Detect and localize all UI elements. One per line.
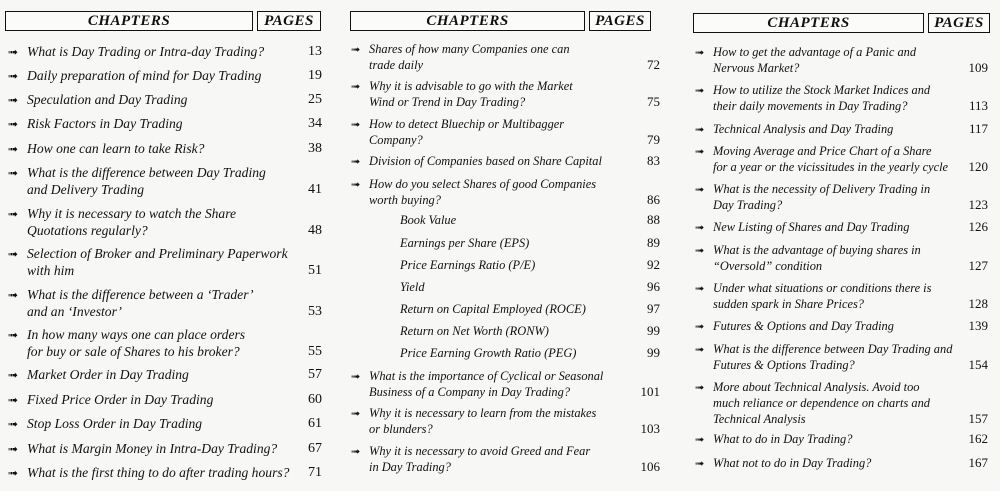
toc-entry: [0, 245, 326, 279]
entry-title: [27, 115, 183, 132]
page-number: 113: [968, 98, 988, 113]
arrow-bullet-icon: ➟: [8, 142, 19, 156]
entry-title-line: How to detect Bluechip or Multibagger: [369, 117, 565, 131]
toc-entry: [344, 176, 664, 208]
entry-title-line: Futures & Options Trading?: [713, 358, 855, 372]
entry-title-line: Technical Analysis and Day Trading: [713, 122, 894, 136]
pages-header: PAGES: [589, 11, 651, 31]
toc-entry: [0, 140, 326, 157]
entry-title-line: More about Technical Analysis. Avoid too: [713, 380, 920, 394]
page-number: 86: [647, 192, 660, 207]
entry-title: [713, 318, 894, 334]
toc-entry: [0, 43, 326, 60]
toc-subentry: [344, 345, 664, 361]
page-number: 99: [647, 323, 660, 338]
toc-entry: [0, 91, 326, 108]
arrow-bullet-icon: ➟: [695, 46, 705, 59]
arrow-bullet-icon: ➟: [8, 328, 19, 342]
page-number: 53: [308, 304, 322, 319]
entry-title: [369, 116, 564, 148]
entry-title-line: sudden spark in Share Prices?: [713, 297, 864, 311]
page-number: 92: [647, 257, 660, 272]
page-number: 162: [968, 431, 988, 446]
entry-title-line: Company?: [369, 133, 423, 147]
arrow-bullet-icon: ➟: [695, 343, 705, 356]
entry-title: [713, 455, 871, 471]
entry-title: [27, 464, 289, 481]
arrow-bullet-icon: ➟: [695, 244, 705, 257]
page-number: 154: [968, 357, 988, 372]
entry-title-line: Technical Analysis: [713, 412, 806, 426]
toc-entry: [344, 78, 664, 110]
pages-header: PAGES: [257, 11, 321, 31]
entry-title-line: Under what situations or conditions there is: [713, 281, 932, 295]
entry-title-line: How one can learn to take Risk?: [27, 141, 205, 156]
entry-title: [369, 153, 602, 169]
entry-title: [27, 67, 261, 84]
entry-title: [369, 443, 590, 475]
toc-column-3: [688, 0, 994, 491]
entry-title-line: What is Margin Money in Intra-Day Trading?: [27, 441, 278, 456]
entry-title-line: Moving Average and Price Chart of a Share: [713, 144, 932, 158]
page-number: 128: [968, 296, 988, 311]
entry-title: [27, 326, 245, 360]
arrow-bullet-icon: ➟: [8, 288, 19, 302]
toc-entry: [0, 391, 326, 408]
entry-title: [369, 405, 596, 437]
page-number: 48: [308, 223, 322, 238]
toc-entry: [688, 44, 994, 76]
toc-entry: [688, 455, 994, 471]
arrow-bullet-icon: ➟: [8, 69, 19, 83]
toc-entry: [344, 153, 664, 169]
entry-title-line: Speculation and Day Trading: [27, 92, 188, 107]
arrow-bullet-icon: ➟: [8, 442, 19, 456]
page-number: 83: [647, 153, 660, 168]
column-header: [350, 11, 651, 31]
toc-entry: [688, 242, 994, 274]
entry-title-line: Price Earning Growth Ratio (PEG): [400, 346, 577, 360]
entry-title: [369, 368, 603, 400]
entry-title-line: Why it is necessary to watch the Share: [27, 206, 237, 221]
arrow-bullet-icon: ➟: [351, 118, 361, 131]
entry-title-line: Why it is necessary to avoid Greed and Fear: [369, 444, 591, 458]
entry-title-line: for a year or the vicissitudes in the yearly cycle: [713, 160, 949, 174]
entry-title-line: Return on Capital Employed (ROCE): [400, 302, 586, 316]
entry-title-line: Book Value: [400, 213, 457, 227]
entry-title-line: Daily preparation of mind for Day Trading: [27, 68, 262, 83]
entry-title: [27, 164, 266, 198]
arrow-bullet-icon: ➟: [695, 282, 705, 295]
entry-title-line: What to do in Day Trading?: [713, 432, 853, 446]
toc-subentry: [344, 212, 664, 228]
entry-title: [27, 286, 254, 320]
page-number: 89: [647, 235, 660, 250]
entry-title-line: Return on Net Worth (RONW): [400, 324, 549, 338]
pages-header: PAGES: [928, 13, 990, 33]
toc-subentry: [344, 323, 664, 339]
page-number: 60: [308, 392, 322, 407]
arrow-bullet-icon: ➟: [351, 80, 361, 93]
entry-title-line: Yield: [400, 280, 425, 294]
toc-entry: [0, 67, 326, 84]
entry-title-line: What is Day Trading or Intra-day Trading?: [27, 44, 265, 59]
entry-title-line: Business of a Company in Day Trading?: [369, 385, 571, 399]
entry-title-line: much reliance or dependence on charts and: [713, 396, 931, 410]
toc-entry: [344, 116, 664, 148]
arrow-bullet-icon: ➟: [695, 221, 705, 234]
toc-entry: [0, 366, 326, 383]
page-number: 123: [968, 197, 988, 212]
arrow-bullet-icon: ➟: [8, 166, 19, 180]
arrow-bullet-icon: ➟: [695, 183, 705, 196]
toc-subentry: [344, 301, 664, 317]
entry-title-line: Nervous Market?: [713, 61, 800, 75]
page-number: 72: [647, 57, 660, 72]
page-number: 127: [968, 258, 988, 273]
entry-title: [400, 323, 549, 339]
arrow-bullet-icon: ➟: [695, 320, 705, 333]
entry-title-line: for buy or sale of Shares to his broker?: [27, 344, 240, 359]
page-number: 96: [647, 279, 660, 294]
entry-title: [400, 235, 529, 251]
toc-entry: [0, 440, 326, 457]
toc-entry: [688, 181, 994, 213]
page-number: 167: [968, 455, 988, 470]
entry-title-line: Risk Factors in Day Trading: [27, 116, 183, 131]
arrow-bullet-icon: ➟: [351, 43, 361, 56]
page-number: 41: [308, 182, 322, 197]
entry-title: [27, 205, 236, 239]
column-header: [693, 13, 990, 33]
page-number: 103: [640, 421, 660, 436]
entry-title: [369, 78, 573, 110]
entry-title: [400, 279, 425, 295]
entry-title-line: trade daily: [369, 58, 424, 72]
page-number: 34: [308, 116, 322, 131]
entry-title: [27, 366, 189, 383]
entry-title-line: and Delivery Trading: [27, 182, 145, 197]
arrow-bullet-icon: ➟: [8, 45, 19, 59]
entry-title-line: How do you select Shares of good Companies: [369, 177, 597, 191]
toc-subentry: [344, 235, 664, 251]
entry-title: [713, 121, 893, 137]
toc-entry: [688, 121, 994, 137]
page-number: 117: [968, 121, 988, 136]
toc-entry: [688, 82, 994, 114]
entry-title: [27, 391, 213, 408]
toc-entry: [688, 379, 994, 427]
entry-title: [400, 301, 586, 317]
page-number: 13: [308, 44, 322, 59]
entry-title-line: How to utilize the Stock Market Indices and: [713, 83, 931, 97]
toc-subentry: [344, 257, 664, 273]
toc-column-1: [0, 0, 326, 491]
entry-title-line: Why it is advisable to go with the Market: [369, 79, 573, 93]
entry-title: [27, 43, 264, 60]
toc-entry: [0, 415, 326, 432]
entry-title: [369, 41, 570, 73]
arrow-bullet-icon: ➟: [8, 417, 19, 431]
toc-entry: [0, 115, 326, 132]
entry-title: [400, 257, 535, 273]
entry-title-line: in Day Trading?: [369, 460, 451, 474]
column-header: [5, 11, 321, 31]
arrow-bullet-icon: ➟: [695, 381, 705, 394]
arrow-bullet-icon: ➟: [8, 117, 19, 131]
toc-entry: [688, 341, 994, 373]
toc-entry: [344, 405, 664, 437]
entry-title-line: Stop Loss Order in Day Trading: [27, 416, 203, 431]
toc-entry: [688, 280, 994, 312]
entry-title: [27, 140, 204, 157]
chapters-header: CHAPTERS: [693, 13, 924, 33]
entry-title-line: What is the necessity of Delivery Trading in: [713, 182, 931, 196]
toc-entry: [0, 205, 326, 239]
entry-title: [400, 345, 576, 361]
toc-entry: [344, 41, 664, 73]
page-number: 38: [308, 141, 322, 156]
entry-title-line: Fixed Price Order in Day Trading: [27, 392, 214, 407]
toc-entry: [344, 443, 664, 475]
arrow-bullet-icon: ➟: [695, 457, 705, 470]
toc-entry: [688, 318, 994, 334]
arrow-bullet-icon: ➟: [351, 407, 361, 420]
page-number: 139: [968, 318, 988, 333]
arrow-bullet-icon: ➟: [695, 123, 705, 136]
page-number: 120: [968, 159, 988, 174]
entry-title-line: What is the difference between a ‘Trader’: [27, 287, 254, 302]
page-number: 75: [647, 94, 660, 109]
arrow-bullet-icon: ➟: [8, 466, 19, 480]
entry-title-line: Wind or Trend in Day Trading?: [369, 95, 526, 109]
entry-title-line: their daily movements in Day Trading?: [713, 99, 908, 113]
entry-title-line: Shares of how many Companies one can: [369, 42, 570, 56]
page-number: 88: [647, 212, 660, 227]
entry-title-line: How to get the advantage of a Panic and: [713, 45, 917, 59]
page-number: 61: [308, 416, 322, 431]
page-number: 99: [647, 345, 660, 360]
arrow-bullet-icon: ➟: [351, 155, 361, 168]
chapters-header: CHAPTERS: [350, 11, 585, 31]
arrow-bullet-icon: ➟: [8, 368, 19, 382]
toc-entry: [0, 164, 326, 198]
toc-entry: [0, 326, 326, 360]
entry-title: [713, 82, 930, 114]
entry-title: [713, 143, 948, 175]
page-number: 106: [640, 459, 660, 474]
entry-title-line: Selection of Broker and Preliminary Paperwork: [27, 246, 288, 261]
arrow-bullet-icon: ➟: [351, 445, 361, 458]
entry-title-line: Day Trading?: [713, 198, 783, 212]
arrow-bullet-icon: ➟: [695, 145, 705, 158]
entry-title-line: Market Order in Day Trading: [27, 367, 189, 382]
page-number: 126: [968, 219, 988, 234]
entry-title: [27, 245, 288, 279]
entry-title-line: In how many ways one can place orders: [27, 327, 246, 342]
page-number: 157: [968, 411, 988, 426]
entry-title: [713, 181, 930, 213]
entry-title: [713, 219, 909, 235]
entry-title-line: What is the difference between Day Trading: [27, 165, 266, 180]
entry-title-line: What is the importance of Cyclical or Seasonal: [369, 369, 604, 383]
entry-title: [713, 280, 931, 312]
entry-title-line: Price Earnings Ratio (P/E): [400, 258, 536, 272]
toc-entry: [0, 286, 326, 320]
toc-entry: [688, 143, 994, 175]
entry-title-line: and an ‘Investor’: [27, 304, 122, 319]
entry-title: [713, 379, 930, 427]
entry-title: [27, 91, 187, 108]
entry-title-line: Earnings per Share (EPS): [400, 236, 530, 250]
entry-title: [713, 341, 952, 373]
entry-title-line: “Oversold” condition: [713, 259, 823, 273]
arrow-bullet-icon: ➟: [8, 247, 19, 261]
arrow-bullet-icon: ➟: [351, 178, 361, 191]
page-number: 109: [968, 60, 988, 75]
entry-title: [713, 44, 916, 76]
toc-entry: [344, 368, 664, 400]
page-number: 25: [308, 92, 322, 107]
entry-title-line: Division of Companies based on Share Capital: [369, 154, 602, 168]
arrow-bullet-icon: ➟: [695, 84, 705, 97]
entry-title-line: or blunders?: [369, 422, 433, 436]
entry-title-line: Quotations regularly?: [27, 223, 148, 238]
toc-subentry: [344, 279, 664, 295]
page-number: 57: [308, 367, 322, 382]
toc-entry: [688, 219, 994, 235]
toc-entry: [688, 431, 994, 447]
arrow-bullet-icon: ➟: [351, 370, 361, 383]
entry-title-line: New Listing of Shares and Day Trading: [713, 220, 910, 234]
entry-title-line: What is the advantage of buying shares in: [713, 243, 921, 257]
page-number: 101: [640, 384, 660, 399]
page-number: 67: [308, 441, 322, 456]
entry-title: [27, 440, 277, 457]
entry-title-line: Futures & Options and Day Trading: [713, 319, 894, 333]
chapters-header: CHAPTERS: [5, 11, 253, 31]
page-number: 97: [647, 301, 660, 316]
arrow-bullet-icon: ➟: [8, 207, 19, 221]
page-number: 79: [647, 132, 660, 147]
entry-title-line: What is the difference between Day Trading and: [713, 342, 953, 356]
entry-title-line: What is the first thing to do after trading hours?: [27, 465, 290, 480]
entry-title: [713, 242, 921, 274]
page-number: 55: [308, 344, 322, 359]
arrow-bullet-icon: ➟: [695, 433, 705, 446]
entry-title: [713, 431, 852, 447]
toc-entry: [0, 464, 326, 481]
page-number: 19: [308, 68, 322, 83]
entry-title: [400, 212, 456, 228]
toc-column-2: [344, 0, 664, 491]
page-number: 71: [308, 465, 322, 480]
entry-title: [27, 415, 202, 432]
entry-title-line: Why it is necessary to learn from the mistakes: [369, 406, 597, 420]
arrow-bullet-icon: ➟: [8, 93, 19, 107]
arrow-bullet-icon: ➟: [8, 393, 19, 407]
entry-title-line: What not to do in Day Trading?: [713, 456, 872, 470]
entry-title-line: with him: [27, 263, 75, 278]
entry-title: [369, 176, 596, 208]
entry-title-line: worth buying?: [369, 193, 441, 207]
page-number: 51: [308, 263, 322, 278]
